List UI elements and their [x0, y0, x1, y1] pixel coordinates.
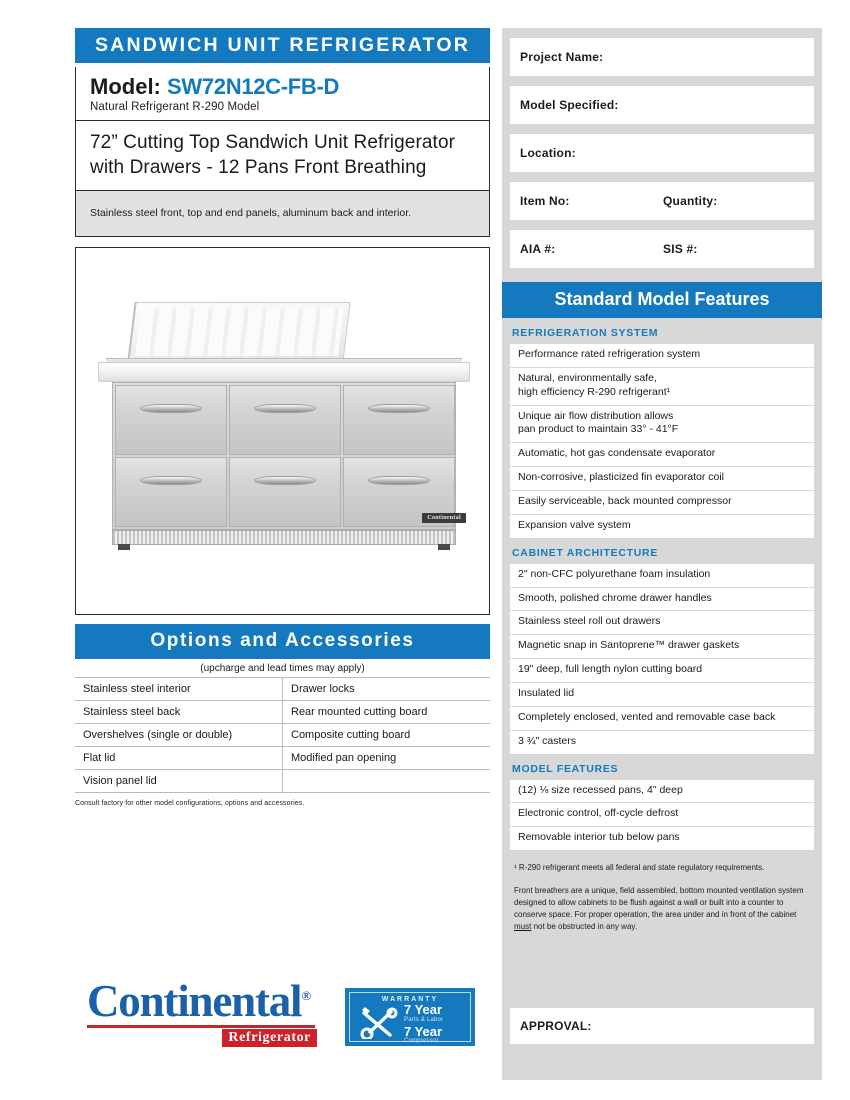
model-line — [90, 75, 475, 98]
feature-section-items — [510, 564, 814, 754]
table-row — [75, 678, 490, 701]
logo-wordmark — [87, 976, 310, 1026]
footnote-part-a: Front breathers are a unique, field assembled, bottom mounted ventilation system designed to allow cabinets to be flush against a wall or built into a counter to conserve space. For proper operation, the area under and in front of the cabinet — [514, 885, 804, 919]
description-box — [75, 121, 490, 192]
warranty-title: WARRANTY — [378, 996, 442, 1003]
continental-logo — [87, 976, 317, 1047]
feature-item: Performance rated refrigeration system — [510, 344, 814, 368]
warranty-text — [404, 1003, 443, 1046]
drawer[interactable] — [115, 457, 227, 527]
product-image — [75, 247, 490, 615]
approval-field[interactable] — [510, 1008, 814, 1044]
drawer-handle[interactable] — [140, 476, 202, 485]
feature-item: 3 ¾" casters — [510, 731, 814, 754]
table-row — [75, 747, 490, 770]
feature-section-title: MODEL FEATURES — [512, 762, 619, 775]
warranty-parts-years: 7 Year — [404, 1002, 443, 1017]
features-list — [502, 318, 822, 850]
form-field-label-secondary: Quantity: — [663, 194, 718, 208]
feature-item: (12) ⅛ size recessed pans, 4" deep — [510, 780, 814, 804]
drawer[interactable] — [229, 385, 341, 455]
feature-item: Insulated lid — [510, 683, 814, 707]
warranty-compressor-label: Compressor — [404, 1038, 439, 1045]
table-row — [75, 701, 490, 724]
drawer[interactable] — [343, 385, 455, 455]
option-cell-left: Flat lid — [75, 747, 283, 770]
caster-foot — [118, 544, 130, 550]
page-title: SANDWICH UNIT REFRIGERATOR — [75, 28, 490, 63]
option-cell-left: Overshelves (single or double) — [75, 724, 283, 747]
feature-item: Stainless steel roll out drawers — [510, 611, 814, 635]
refrigerator-illustration — [98, 300, 470, 545]
warranty-badge — [345, 988, 475, 1046]
form-field[interactable] — [510, 182, 814, 220]
form-field-label: Project Name: — [520, 50, 604, 64]
logo-subtext: Refrigerator — [222, 1029, 317, 1047]
product-description: 72” Cutting Top Sandwich Unit Refrigerator with Drawers - 12 Pans Front Breathing — [90, 131, 456, 178]
construction-note: Stainless steel front, top and end panels, aluminum back and interior. — [75, 191, 490, 237]
options-table — [75, 677, 490, 793]
option-cell-right — [283, 770, 491, 793]
feature-item: Completely enclosed, vented and removable case back — [510, 707, 814, 731]
option-cell-right: Composite cutting board — [283, 724, 491, 747]
feature-item: Easily serviceable, back mounted compressor — [510, 491, 814, 515]
form-field-label: AIA #: — [520, 242, 556, 256]
feature-item: 2" non-CFC polyurethane foam insulation — [510, 564, 814, 588]
drawer-handle[interactable] — [368, 404, 430, 413]
caster-foot — [438, 544, 450, 550]
drawer-handle[interactable] — [254, 476, 316, 485]
option-cell-left: Stainless steel back — [75, 701, 283, 724]
lid-inner-panel — [135, 308, 344, 356]
feature-item: Electronic control, off-cycle defrost — [510, 803, 814, 827]
warranty-parts-label: Parts & Labor — [404, 1016, 444, 1023]
left-column — [75, 28, 490, 807]
options-note: Consult factory for other model configurations, options and accessories. — [75, 800, 305, 808]
feature-item: Removable interior tub below pans — [510, 827, 814, 850]
model-prefix: Model: — [90, 74, 161, 100]
form-field-label: Model Specified: — [520, 98, 619, 112]
form-field[interactable] — [510, 86, 814, 124]
form-field[interactable] — [510, 230, 814, 268]
brand-badge: Continental — [422, 513, 466, 523]
feature-section-title: REFRIGERATION SYSTEM — [512, 327, 659, 339]
form-field-label-secondary: SIS #: — [663, 242, 698, 256]
drawer-handle[interactable] — [368, 476, 430, 485]
tools-icon — [358, 1007, 398, 1039]
cutting-board-top — [98, 362, 470, 382]
option-cell-left: Stainless steel interior — [75, 678, 283, 701]
option-cell-right: Drawer locks — [283, 678, 491, 701]
right-column — [502, 28, 822, 1080]
cabinet-body — [112, 382, 456, 530]
feature-item: Natural, environmentally safe, high efficiency R-290 refrigerant¹ — [510, 368, 814, 406]
form-field[interactable] — [510, 134, 814, 172]
feature-item: Automatic, hot gas condensate evaporator — [510, 443, 814, 467]
feature-section-title: CABINET ARCHITECTURE — [512, 546, 659, 559]
table-row — [75, 770, 490, 793]
project-form — [502, 38, 822, 268]
feature-item: Smooth, polished chrome drawer handles — [510, 588, 814, 612]
footnote-part-b: not be obstructed in any way. — [531, 921, 638, 931]
feature-section-items — [510, 344, 814, 538]
options-header: Options and Accessories — [75, 624, 490, 659]
feature-item: 19" deep, full length nylon cutting board — [510, 659, 814, 683]
form-field-label: Location: — [520, 146, 576, 160]
drawer-handle[interactable] — [254, 404, 316, 413]
form-field[interactable] — [510, 38, 814, 76]
feature-section-items — [510, 780, 814, 851]
feature-item: Expansion valve system — [510, 515, 814, 538]
option-cell-right: Modified pan opening — [283, 747, 491, 770]
drawer-handle[interactable] — [140, 404, 202, 413]
footnote-underlined-word: must — [514, 921, 532, 931]
options-subtitle: (upcharge and lead times may apply) — [200, 663, 365, 675]
features-header: Standard Model Features — [502, 282, 822, 318]
footer — [75, 975, 490, 1075]
form-field-label: Item No: — [520, 194, 570, 208]
warranty-compressor-years: 7 Year — [404, 1023, 443, 1039]
option-cell-left: Vision panel lid — [75, 770, 283, 793]
feature-item: Unique air flow distribution allows pan product to maintain 33° - 41°F — [510, 406, 814, 444]
model-subtitle: Natural Refrigerant R-290 Model — [90, 100, 260, 113]
front-breathing-grille — [112, 530, 456, 545]
approval-label: APPROVAL: — [520, 1019, 592, 1033]
option-cell-right: Rear mounted cutting board — [283, 701, 491, 724]
drawer[interactable] — [229, 457, 341, 527]
table-row — [75, 724, 490, 747]
feature-item: Magnetic snap in Santoprene™ drawer gaskets — [510, 635, 814, 659]
drawer[interactable] — [115, 385, 227, 455]
registered-mark-icon: ® — [301, 988, 310, 1003]
footnote-front-breather — [502, 874, 822, 933]
warranty-frame — [349, 992, 471, 1045]
model-box — [75, 67, 490, 120]
feature-item: Non-corrosive, plasticized fin evaporator coil — [510, 467, 814, 491]
logo-text: Continental — [87, 976, 302, 1026]
model-number: SW72N12C-FB-D — [167, 74, 340, 100]
footnote-refrigerant: ¹ R-290 refrigerant meets all federal and state regulatory requirements. — [514, 863, 765, 873]
